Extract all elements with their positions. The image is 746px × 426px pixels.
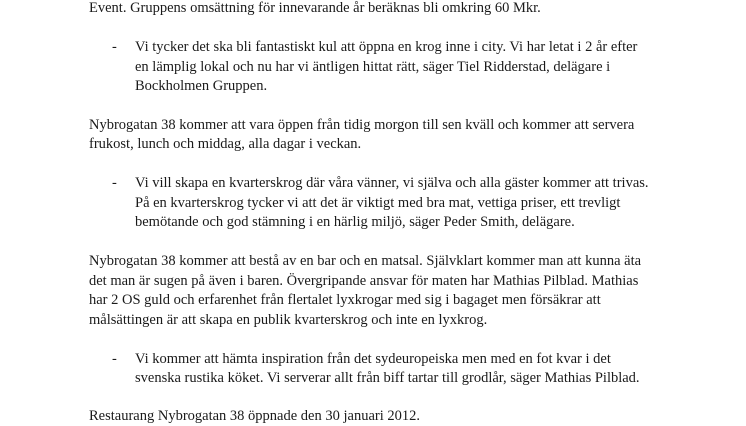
paragraph-line: Nybrogatan 38 kommer att bestå av en bar och en matsal. Självklart kommer man att kunna äta xyxy=(89,253,642,269)
paragraph-line: det man är sugen på även i baren. Övergripande ansvar för maten har Mathias Pilblad. Mathias xyxy=(89,273,639,289)
paragraph-line: har 2 OS guld och erfarenhet från flertalet lyxkrogar med sig i bagaget men försäkrar att xyxy=(89,292,601,308)
quote-line: en lämplig lokal och nu har vi äntligen hittat rätt, säger Tiel Ridderstad, delägare i xyxy=(135,59,611,75)
paragraph-line: frukost, lunch och middag, alla dagar i veckan. xyxy=(89,136,362,152)
quote-line: På en kvarterskrog tycker vi att det är viktigt med bra mat, vettiga priser, ett trevligt xyxy=(135,195,621,211)
paragraph-line: Nybrogatan 38 kommer att vara öppen från tidig morgon till sen kväll och kommer att servera xyxy=(89,117,635,133)
quote-line: bemötande och god stämning i en härlig miljö, säger Peder Smith, delägare. xyxy=(135,214,575,230)
quote-dash: - xyxy=(112,39,117,55)
quote-line: svenska rustika köket. Vi serverar allt från biff tartar till grodlår, säger Mathias Pilblad. xyxy=(135,370,640,386)
quote-line: Vi tycker det ska bli fantastiskt kul att öppna en krog inne i city. Vi har letat i 2 år efter xyxy=(135,39,638,55)
quote-dash: - xyxy=(112,351,117,367)
quote-dash: - xyxy=(112,175,117,191)
quote-line: Vi kommer att hämta inspiration från det sydeuropeiska men med en fot kvar i det xyxy=(135,351,611,367)
paragraph-line: Restaurang Nybrogatan 38 öppnade den 30 januari 2012. xyxy=(89,408,420,424)
quote-line: Vi vill skapa en kvarterskrog där våra vänner, vi själva och alla gäster kommer att trivas. xyxy=(135,175,649,191)
paragraph-line: Event. Gruppens omsättning för innevarande år beräknas bli omkring 60 Mkr. xyxy=(89,0,541,16)
paragraph-line: målsättingen är att skapa en publik kvarterskrog och inte en lyxkrog. xyxy=(89,312,488,328)
quote-line: Bockholmen Gruppen. xyxy=(135,78,268,94)
